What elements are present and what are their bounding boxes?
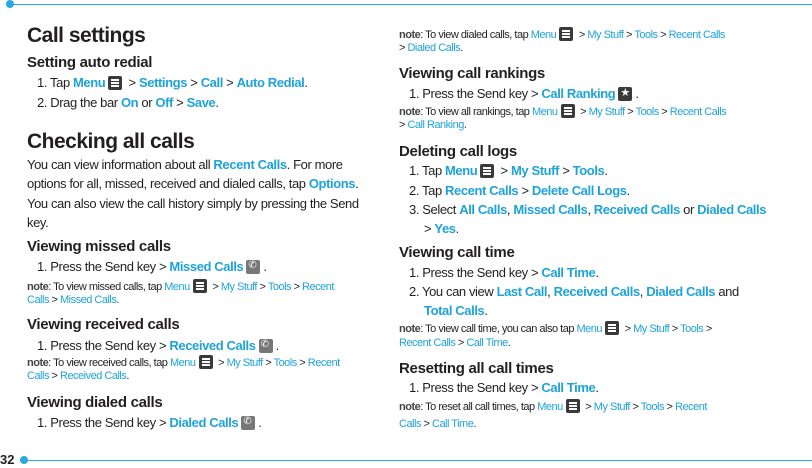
- dialed-note-a: note: To view dialed calls, tap Menu > My Stuff > Tools > Recent Calls: [399, 29, 725, 41]
- checking-calls-title: Checking all calls: [27, 130, 195, 153]
- top-rule-dot: [6, 0, 14, 8]
- call-time-heading: Viewing call time: [399, 244, 515, 261]
- checking-para2b: key.: [27, 215, 49, 230]
- menu-icon: [559, 27, 573, 41]
- time-note-a: note: To view call time, you can also tap Menu > My Stuff > Tools >: [399, 323, 712, 335]
- received-calls-heading: Viewing received calls: [27, 316, 180, 333]
- checking-para1a: You can view information about all Recent Calls. For more: [27, 157, 343, 172]
- received-note-a: note: To view received calls, tap Menu > My Stuff > Tools > Recent: [27, 357, 340, 369]
- missed-step1: 1. Press the Send key > Missed Calls✆ .: [37, 259, 267, 274]
- auto-redial-step1: 1. Tap Menu > Settings > Call > Auto Redial.: [37, 75, 308, 90]
- dialed-calls-icon: [241, 416, 255, 430]
- deleting-logs-heading: Deleting call logs: [399, 143, 517, 160]
- bottom-rule-dot: [20, 456, 28, 464]
- call-rankings-heading: Viewing call rankings: [399, 65, 545, 82]
- resetting-note-a: note: To reset all call times, tap Menu > My Stuff > Tools > Recent: [399, 401, 707, 413]
- deleting-step1: 1. Tap Menu > My Stuff > Tools.: [409, 163, 608, 178]
- menu-icon: [193, 279, 207, 293]
- deleting-step3b: > Yes.: [424, 221, 459, 236]
- auto-redial-heading: Setting auto redial: [27, 54, 153, 71]
- menu-icon: [566, 399, 580, 413]
- resetting-note-b: Calls > Call Time.: [399, 418, 476, 430]
- deleting-step2: 2. Tap Recent Calls > Delete Call Logs.: [409, 183, 630, 198]
- received-step1: 1. Press the Send key > Received Calls✆ .: [37, 338, 279, 353]
- menu-icon: [199, 355, 213, 369]
- missed-calls-heading: Viewing missed calls: [27, 238, 171, 255]
- missed-calls-icon: [246, 260, 260, 274]
- rankings-step1: 1. Press the Send key > Call Ranking★ .: [409, 86, 639, 101]
- resetting-heading: Resetting all call times: [399, 360, 554, 377]
- dialed-calls-heading: Viewing dialed calls: [27, 394, 163, 411]
- auto-redial-step2: 2. Drag the bar On or Off > Save.: [37, 95, 219, 110]
- deleting-step3: 3. Select All Calls, Missed Calls, Received Calls or Dialed Calls: [409, 202, 767, 217]
- received-calls-icon: [259, 339, 273, 353]
- received-note-b: Calls > Received Calls.: [27, 370, 129, 382]
- rankings-note-b: > Call Ranking.: [399, 119, 467, 131]
- checking-para2a: You can also view the call history simply by pressing the Send: [27, 196, 359, 211]
- checking-para1b: options for all, missed, received and dialed calls, tap Options.: [27, 176, 359, 191]
- page-number: 32: [0, 452, 15, 467]
- resetting-step1: 1. Press the Send key > Call Time.: [409, 380, 599, 395]
- time-note-b: Recent Calls > Call Time.: [399, 337, 511, 349]
- time-step2: 2. You can view Last Call, Received Calls, Dialed Calls and: [409, 284, 739, 299]
- menu-icon: [605, 321, 619, 335]
- top-rule: [6, 4, 812, 5]
- time-step2b: Total Calls.: [424, 303, 488, 318]
- missed-note-a: note: To view missed calls, tap Menu > My Stuff > Tools > Recent: [27, 281, 334, 293]
- dialed-step1: 1. Press the Send key > Dialed Calls✆ .: [37, 415, 262, 430]
- missed-note-b: Calls > Missed Calls.: [27, 294, 119, 306]
- menu-icon: [561, 104, 575, 118]
- time-step1: 1. Press the Send key > Call Time.: [409, 265, 599, 280]
- dialed-note-b: > Dialed Calls.: [399, 42, 463, 54]
- rankings-note-a: note: To view all rankings, tap Menu > My Stuff > Tools > Recent Calls: [399, 106, 727, 118]
- call-settings-title: Call settings: [27, 24, 146, 47]
- bottom-rule: [20, 460, 812, 461]
- star-icon: [618, 87, 632, 101]
- menu-icon: [480, 164, 494, 178]
- menu-icon: [108, 76, 122, 90]
